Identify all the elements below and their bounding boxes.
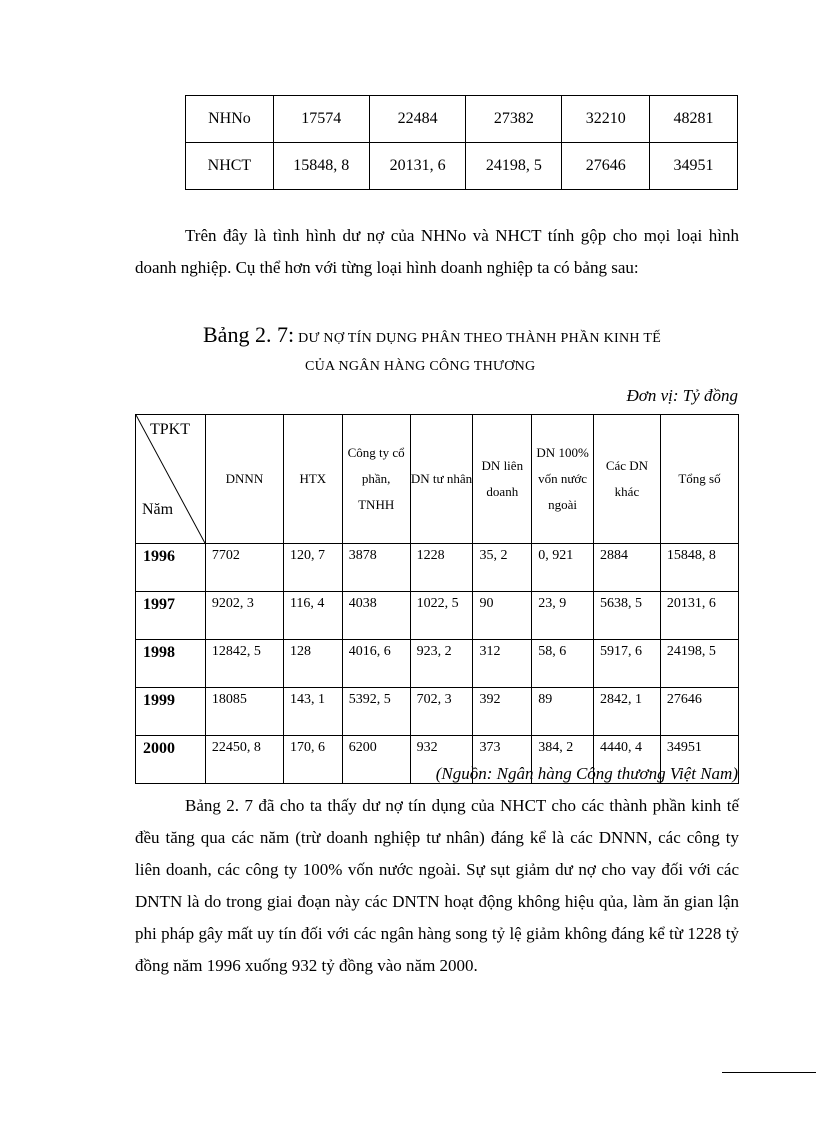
table-title-line2: CỦA NGÂN HÀNG CÔNG THƯƠNG: [305, 359, 536, 374]
column-header: Công ty cổ phần, TNHH: [342, 415, 410, 544]
corner-bottom-label: Năm: [142, 501, 174, 518]
table-cell: 24198, 5: [466, 143, 562, 190]
year-cell: 1998: [136, 640, 206, 688]
table-cell: 90: [473, 592, 532, 640]
table-cell: 143, 1: [283, 688, 342, 736]
table-row: [136, 688, 739, 736]
footer-divider: [722, 1072, 816, 1073]
corner-header: [136, 415, 206, 544]
credit-table: [135, 414, 739, 784]
table-cell: 116, 4: [283, 592, 342, 640]
year-cell: 1999: [136, 688, 206, 736]
table-cell: 15848, 8: [660, 544, 738, 592]
table-cell: 48281: [650, 96, 738, 143]
table-cell: 2884: [594, 544, 661, 592]
table-title-line1: DƯ NỢ TÍN DỤNG PHÂN THEO THÀNH PHẦN KINH TẾ: [298, 331, 662, 346]
table-cell: 6200: [342, 736, 410, 784]
header-row: [136, 415, 739, 544]
table-cell: 0, 921: [532, 544, 594, 592]
table-cell: 18085: [205, 688, 283, 736]
year-cell: 2000: [136, 736, 206, 784]
year-cell: 1997: [136, 592, 206, 640]
table-cell: 384, 2: [532, 736, 594, 784]
table-cell: 15848, 8: [273, 143, 369, 190]
table-cell: 89: [532, 688, 594, 736]
summary-table: [185, 95, 738, 190]
table-cell: 923, 2: [410, 640, 473, 688]
table-cell: 1022, 5: [410, 592, 473, 640]
table-cell: 34951: [660, 736, 738, 784]
table-cell: 34951: [650, 143, 738, 190]
column-header: Tổng số: [660, 415, 738, 544]
table-cell: NHNo: [186, 96, 274, 143]
table-cell: 23, 9: [532, 592, 594, 640]
table-cell: 5392, 5: [342, 688, 410, 736]
column-header: HTX: [283, 415, 342, 544]
table-cell: NHCT: [186, 143, 274, 190]
table-row: [186, 96, 738, 143]
table-cell: 20131, 6: [660, 592, 738, 640]
column-header: DN 100% vốn nước ngoài: [532, 415, 594, 544]
table-cell: 2842, 1: [594, 688, 661, 736]
table-row: [136, 544, 739, 592]
table-cell: 128: [283, 640, 342, 688]
table-cell: 22484: [369, 96, 466, 143]
table-cell: 7702: [205, 544, 283, 592]
table-cell: 5638, 5: [594, 592, 661, 640]
table-cell: 1228: [410, 544, 473, 592]
table-cell: 27382: [466, 96, 562, 143]
table-label: Bảng 2. 7:: [203, 322, 295, 347]
table-row: [136, 592, 739, 640]
intro-paragraph: Trên đây là tình hình dư nợ của NHNo và NHCT tính gộp cho mọi loại hình doanh nghiệp. Cụ thể hơn với từng loại hình doanh nghiệp ta có bảng sau:: [135, 226, 739, 277]
column-header: Các DN khác: [594, 415, 661, 544]
table-cell: 373: [473, 736, 532, 784]
column-header: DN liên doanh: [473, 415, 532, 544]
year-cell: 1996: [136, 544, 206, 592]
table-row: [136, 640, 739, 688]
table-cell: 5917, 6: [594, 640, 661, 688]
table-cell: 35, 2: [473, 544, 532, 592]
table-cell: 27646: [660, 688, 738, 736]
column-header: DN tư nhân: [410, 415, 473, 544]
table-row: [186, 143, 738, 190]
table-cell: 17574: [273, 96, 369, 143]
table-cell: 12842, 5: [205, 640, 283, 688]
table-cell: 3878: [342, 544, 410, 592]
table-cell: 4038: [342, 592, 410, 640]
analysis-paragraph: Bảng 2. 7 đã cho ta thấy dư nợ tín dụng của NHCT cho các thành phần kinh tế đều tăng qua các năm (trừ doanh nghiệp tư nhân) đáng kể là các DNNN, các công ty liên doanh, các công ty 100% vốn nước ngoài. Sự sụt giảm dư nợ cho vay đối với các DNTN là do trong giai đoạn này các DNTN hoạt động không hiệu qủa, làm ăn gian lận phi pháp gây mất uy tín đối với các ngân hàng song tỷ lệ giảm không đáng kể từ 1228 tỷ đồng năm 1996 xuống 932 tỷ đồng vào năm 2000.: [135, 796, 739, 975]
source-note: (Nguồn: Ngân hàng Công thương Việt Nam): [435, 764, 738, 783]
column-header: DNNN: [205, 415, 283, 544]
table-cell: 32210: [562, 96, 650, 143]
table-cell: 120, 7: [283, 544, 342, 592]
table-cell: 312: [473, 640, 532, 688]
table-cell: 4440, 4: [594, 736, 661, 784]
table-cell: 20131, 6: [369, 143, 466, 190]
table-cell: 9202, 3: [205, 592, 283, 640]
table-cell: 702, 3: [410, 688, 473, 736]
unit-label: Đơn vị: Tỷ đồng: [626, 386, 738, 405]
corner-top-label: TPKT: [150, 421, 190, 438]
table-cell: 22450, 8: [205, 736, 283, 784]
table-cell: 58, 6: [532, 640, 594, 688]
table-cell: 24198, 5: [660, 640, 738, 688]
table-cell: 4016, 6: [342, 640, 410, 688]
table-cell: 27646: [562, 143, 650, 190]
table-cell: 170, 6: [283, 736, 342, 784]
table-cell: 392: [473, 688, 532, 736]
table-cell: 932: [410, 736, 473, 784]
